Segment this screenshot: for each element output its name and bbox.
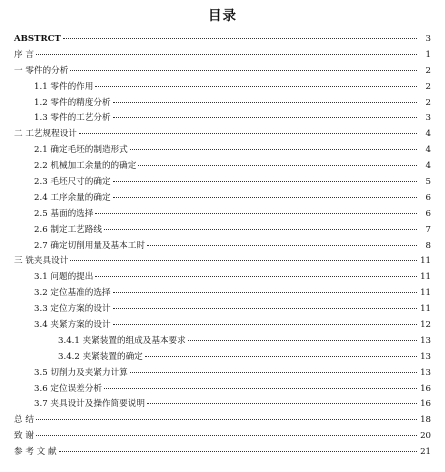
toc-entry-label: 2.5 基面的选择: [34, 208, 94, 219]
dot-leader: [113, 102, 417, 103]
dot-leader: [59, 451, 417, 452]
toc-entry[interactable]: [14, 127, 431, 143]
toc-entry[interactable]: [14, 96, 431, 112]
toc-entry[interactable]: [14, 382, 431, 398]
toc-entry-page-number: 16: [420, 399, 431, 410]
toc-entry-label: 2.1 确定毛坯的制造形式: [34, 145, 128, 156]
dot-leader: [138, 165, 417, 166]
toc-entry-label: 3.4 夹紧方案的设计: [34, 320, 111, 331]
dot-leader: [113, 292, 417, 293]
toc-entry-page-number: 20: [420, 431, 431, 442]
dot-leader: [79, 133, 417, 134]
toc-entry-page-number: 4: [425, 129, 431, 140]
toc-entry-label: 3.5 切削力及夹紧力计算: [34, 367, 128, 378]
toc-entry-page-number: 2: [425, 97, 431, 108]
toc-entry[interactable]: [14, 334, 431, 350]
toc-entry[interactable]: [14, 32, 431, 48]
toc-entry[interactable]: [14, 366, 431, 382]
toc-title: 目录: [208, 8, 237, 24]
toc-entry-page-number: 11: [420, 272, 431, 283]
toc-entry-label: 1.3 零件的工艺分析: [34, 113, 111, 124]
toc-entry-page-number: 4: [425, 145, 431, 156]
toc-entry-page-number: 1: [425, 49, 431, 60]
toc-entry-label: 3.1 问题的提出: [34, 272, 94, 283]
toc-entry[interactable]: [14, 429, 431, 445]
toc-entry-label: 三 铣夹具设计: [14, 256, 69, 267]
toc-entry-page-number: 18: [420, 415, 431, 426]
toc-entry-page-number: 6: [425, 192, 431, 203]
toc-entry[interactable]: [14, 413, 431, 429]
toc-entry[interactable]: [14, 318, 431, 334]
toc-entry-label: 2.3 毛坯尺寸的确定: [34, 177, 111, 188]
toc-entry[interactable]: [14, 397, 431, 413]
toc-entry-page-number: 7: [425, 224, 431, 235]
dot-leader: [113, 197, 417, 198]
toc-entry-page-number: 5: [425, 177, 431, 188]
toc-entry[interactable]: [14, 239, 431, 255]
toc-entry-label: 序 言: [14, 49, 34, 60]
dot-leader: [63, 38, 417, 39]
toc-entry[interactable]: [14, 445, 431, 461]
toc-entry-page-number: 2: [425, 81, 431, 92]
toc-entry-page-number: 12: [420, 320, 431, 331]
dot-leader: [95, 86, 417, 87]
dot-leader: [36, 54, 417, 55]
dot-leader: [36, 435, 417, 436]
toc-entry[interactable]: [14, 270, 431, 286]
toc-entry-label: 3.7 夹具设计及操作简要说明: [34, 399, 145, 410]
toc-entry-label: 3.4.2 夹紧装置的确定: [58, 351, 143, 362]
toc-entry-page-number: 21: [420, 447, 431, 458]
toc-entry-label: 二 工艺规程设计: [14, 129, 77, 140]
toc-entry-label: 总 结: [14, 415, 34, 426]
toc-entry-page-number: 13: [420, 351, 431, 362]
toc-entry[interactable]: [14, 223, 431, 239]
toc-entry-page-number: 11: [420, 256, 431, 267]
toc-entry-page-number: 6: [425, 208, 431, 219]
toc-entry-label: 3.4.1 夹紧装置的组成及基本要求: [58, 335, 186, 346]
dot-leader: [113, 308, 417, 309]
dot-leader: [36, 419, 417, 420]
dot-leader: [104, 388, 417, 389]
toc-entry[interactable]: [14, 143, 431, 159]
toc-entry[interactable]: [14, 350, 431, 366]
toc-entry[interactable]: [14, 159, 431, 175]
dot-leader: [113, 181, 417, 182]
dot-leader: [130, 372, 417, 373]
toc-entry-label: 致 谢: [14, 431, 34, 442]
dot-leader: [188, 340, 417, 341]
dot-leader: [70, 70, 417, 71]
toc-entry-label: 2.7 确定切削用量及基本工时: [34, 240, 145, 251]
toc-entry-page-number: 8: [425, 240, 431, 251]
toc-entry[interactable]: [14, 286, 431, 302]
toc-entry-label: 1.1 零件的作用: [34, 81, 94, 92]
toc-entry-page-number: 2: [425, 65, 431, 76]
toc-entry-page-number: 3: [425, 113, 431, 124]
toc-entry-page-number: 16: [420, 383, 431, 394]
dot-leader: [145, 356, 417, 357]
dot-leader: [113, 324, 417, 325]
toc-entry-label: 1.2 零件的精度分析: [34, 97, 111, 108]
toc-entry-label: 3.2 定位基准的选择: [34, 288, 111, 299]
dot-leader: [95, 213, 417, 214]
toc-entry[interactable]: [14, 175, 431, 191]
toc-entry-page-number: 11: [420, 304, 431, 315]
toc-entry-page-number: 13: [420, 335, 431, 346]
toc-entry[interactable]: [14, 191, 431, 207]
toc-entry-label: 2.2 机械加工余量的的确定: [34, 161, 137, 172]
toc-entry[interactable]: [14, 111, 431, 127]
dot-leader: [147, 245, 417, 246]
toc-entry-page-number: 13: [420, 367, 431, 378]
dot-leader: [147, 403, 417, 404]
dot-leader: [130, 149, 417, 150]
toc-entry[interactable]: [14, 64, 431, 80]
dot-leader: [95, 276, 417, 277]
toc-entry-page-number: 11: [420, 288, 431, 299]
toc-entry[interactable]: [14, 302, 431, 318]
dot-leader: [104, 229, 417, 230]
dot-leader: [70, 260, 417, 261]
toc-entry-label: 3.6 定位误差分析: [34, 383, 102, 394]
toc-entry[interactable]: [14, 48, 431, 64]
toc-entry-label: ABSTRCT: [14, 34, 61, 44]
toc-entry-page-number: 3: [425, 34, 431, 44]
toc-entry-label: 3.3 定位方案的设计: [34, 304, 111, 315]
dot-leader: [113, 117, 417, 118]
toc-entry[interactable]: [14, 254, 431, 270]
toc-entry-label: 2.6 制定工艺路线: [34, 224, 102, 235]
toc-entry[interactable]: [14, 80, 431, 96]
toc-entry-label: 2.4 工序余量的确定: [34, 192, 111, 203]
toc-entry-page-number: 4: [425, 161, 431, 172]
table-of-contents: [14, 32, 431, 461]
toc-entry[interactable]: [14, 207, 431, 223]
toc-entry-label: 一 零件的分析: [14, 65, 69, 76]
toc-entry-label: 参 考 文 献: [14, 447, 57, 458]
